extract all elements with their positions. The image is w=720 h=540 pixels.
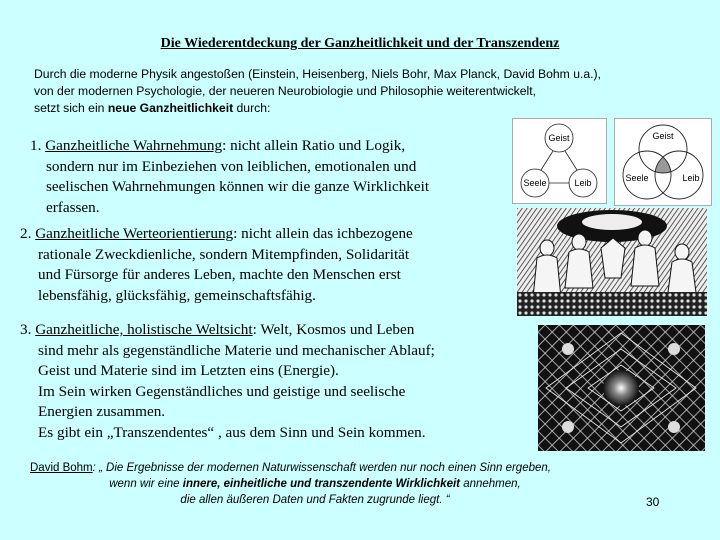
quote-line-2	[30, 476, 600, 492]
quote-line-1	[30, 460, 600, 476]
point-2-number: 2.	[20, 225, 36, 242]
point-3-line: Energien zusammen.	[38, 403, 166, 421]
quote-line-1-text: : „ Die Ergebnisse der modernen Naturwissenschaft werden nur noch einen Sinn ergeben,	[92, 462, 551, 474]
point-1	[30, 136, 520, 218]
point-1-line: seelischen Wahrnehmungen können wir die ganze Wirklichkeit	[46, 178, 430, 196]
point-2	[20, 224, 520, 306]
point-2-line: rationale Zweckdienliche, sondern Mitempfinden, Solidarität	[38, 245, 410, 263]
page-number: 30	[646, 495, 660, 509]
point-2-line: und Fürsorge für anderes Leben, machte den Menschen erst	[38, 266, 401, 284]
bohm-quote	[30, 460, 600, 508]
intro-line-3	[34, 100, 654, 117]
diagram2-label-leib: Leib	[682, 173, 700, 183]
quote-emphasis: innere, einheitliche und transzendente Wirklichkeit	[182, 478, 460, 490]
diagram2-label-seele: Seele	[625, 173, 649, 183]
point-3-line: sind mehr als gegenständliche Materie und mechanischer Ablauf;	[38, 341, 435, 359]
point-3-rest: : Welt, Kosmos und Leben	[252, 321, 415, 338]
point-3-line: Im Sein wirken Gegenständliches und geistige und seelische	[38, 382, 406, 400]
point-3	[20, 320, 520, 444]
point-1-heading: Ganzheitliche Wahrnehmung	[45, 137, 223, 154]
diagram1-label-geist: Geist	[548, 133, 570, 143]
point-3-line: Es gibt ein „Transzendentes“ , aus dem Sinn und Sein kommen.	[38, 423, 426, 441]
fractal-image	[538, 325, 705, 451]
quote-line-2-pre: wenn wir eine	[109, 478, 183, 490]
point-1-line: erfassen.	[46, 198, 100, 216]
point-2-rest: : nicht allein das ichbezogene	[233, 225, 413, 242]
quote-line-2-post: annehmen,	[460, 478, 521, 490]
point-2-line: lebensfähig, glücksfähig, gemeinschaftsfähig.	[38, 286, 316, 304]
intro-emphasis: neue Ganzheitlichkeit	[107, 101, 234, 115]
quote-line-3: die allen äußeren Daten und Fakten zugrunde liegt. “	[180, 494, 450, 506]
point-1-rest: : nicht allein Ratio und Logik,	[222, 137, 406, 154]
point-3-line: Geist und Materie sind im Letzten eins (Energie).	[38, 362, 339, 380]
point-2-heading: Ganzheitliche Werteorientierung	[35, 225, 234, 242]
diagram1-label-leib: Leib	[574, 178, 592, 188]
triangle-diagram	[512, 118, 607, 204]
point-3-heading: Ganzheitliche, holistische Weltsicht	[35, 321, 253, 338]
venn-diagram	[614, 118, 712, 206]
intro-line-1: Durch die moderne Physik angestoßen (Einstein, Heisenberg, Niels Bohr, Max Planck, David Bohm u.a.),	[34, 67, 601, 81]
diagram2-label-geist: Geist	[652, 131, 674, 141]
intro-line-2: von der modernen Psychologie, der neueren Neurobiologie und Philosophie weiterentwickelt,	[34, 84, 537, 98]
engraving-image	[517, 208, 707, 316]
point-1-number: 1.	[30, 137, 46, 154]
quote-author: David Bohm	[30, 462, 93, 474]
intro-paragraph	[34, 66, 654, 117]
point-1-line: sondern nur im Einbeziehen von leiblichen, emotionalen und	[46, 157, 417, 175]
page-title: Die Wiederentdeckung der Ganzheitlichkeit und der Transzendenz	[160, 36, 560, 51]
point-3-number: 3.	[20, 321, 36, 338]
intro-line-3-pre: setzt sich ein	[34, 101, 108, 115]
intro-line-3-post: durch:	[233, 101, 271, 115]
diagram1-label-seele: Seele	[523, 178, 547, 188]
